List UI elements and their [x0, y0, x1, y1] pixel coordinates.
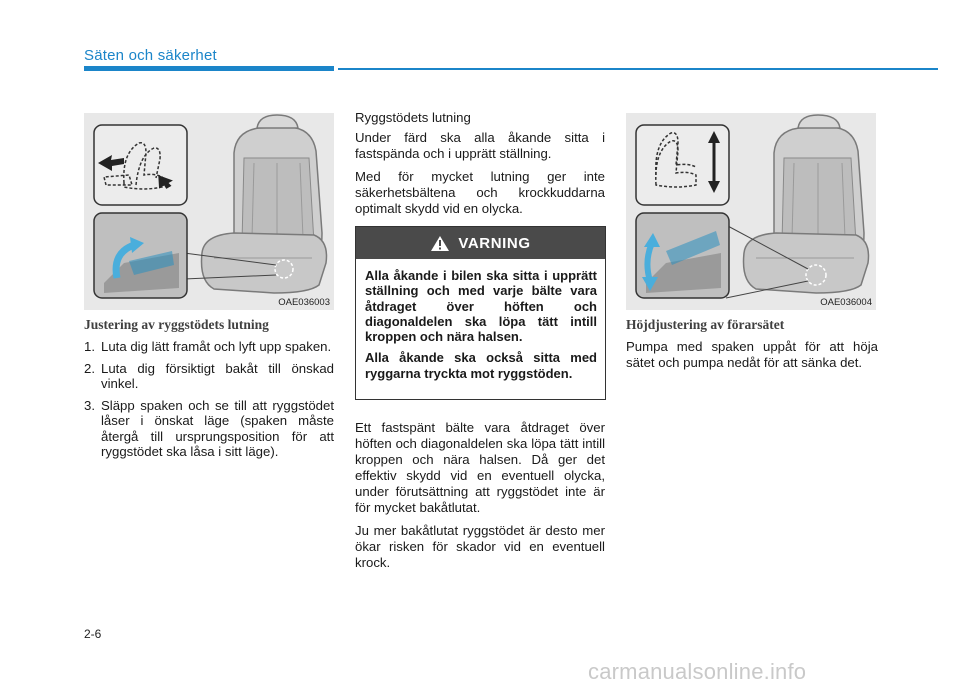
figure-seat-height — [626, 113, 876, 310]
paragraph-title: Ryggstödets lutning — [355, 110, 471, 125]
recline-steps-list — [84, 339, 334, 460]
list-item: 3. Släpp spaken och se till att ryggstödet låser i önskat läge (spaken måste återgå till ursprungsposition för att ryggstödet ska låsa i sitt läge). — [84, 397, 334, 459]
figure-code: OAE036004 — [820, 297, 872, 308]
list-item: 2. Luta dig försiktigt bakåt till önskad vinkel. — [84, 360, 334, 391]
header-rule-thin — [338, 68, 938, 70]
figure-code: OAE036003 — [278, 297, 330, 308]
paragraph: Ett fastspänt bälte vara åtdraget över höften och diagonaldelen ska löpa tätt intill kroppen och nära halsen. Då ger det effektiv skydd vid en eventuell olycka, under förutsättning att ryggstödet inte är för mycket bakåtlutat. — [355, 420, 605, 515]
watermark: carmanualsonline.info — [588, 659, 807, 684]
paragraph: Pumpa med spaken uppåt för att höja sätet och pumpa nedåt för att sänka det. — [626, 339, 878, 370]
list-item: 1. Luta dig lätt framåt och lyft upp spaken. — [84, 339, 332, 354]
warning-title: VARNING — [458, 234, 531, 252]
page-number: 2-6 — [84, 627, 102, 641]
warning-text: Alla åkande ska också sitta med ryggarna tryckta mot ryggstöden. — [365, 350, 597, 381]
car-seat-illustration — [626, 113, 876, 310]
warning-header — [356, 227, 605, 259]
paragraph: Med för mycket lutning ger inte säkerhetsbältena och krockkuddarna optimalt skydd vid en olycka. — [355, 169, 605, 216]
warning-box — [355, 226, 606, 400]
warning-text: Alla åkande i bilen ska sitta i upprätt ställning och med varje bälte vara åtdraget över höften och diagonaldelen ska löpa tätt intill kroppen och nära halsen. — [365, 268, 597, 345]
subheading-recline: Justering av ryggstödets lutning — [84, 317, 269, 332]
warning-triangle-icon — [430, 235, 450, 252]
figure-seat-recline — [84, 113, 334, 310]
subheading-height: Höjdjustering av förarsätet — [626, 317, 785, 332]
paragraph: Ju mer bakåtlutat ryggstödet är desto mer ökar risken för skador vid en eventuell krock. — [355, 523, 605, 570]
car-seat-illustration — [84, 113, 334, 310]
paragraph: Under färd ska alla åkande sitta i fastspända och i upprätt ställning. — [355, 130, 605, 161]
header-rule-thick — [84, 66, 334, 71]
section-title: Säten och säkerhet — [84, 47, 217, 64]
